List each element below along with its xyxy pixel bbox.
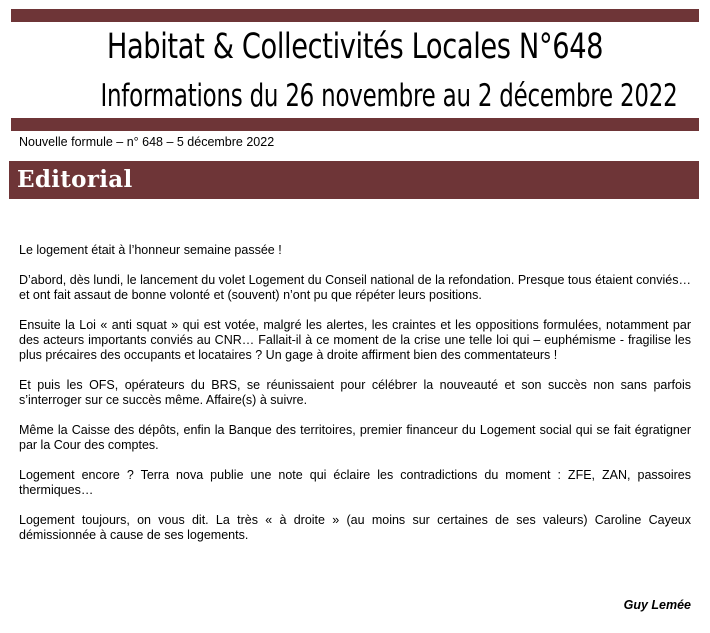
issue-line: Nouvelle formule – n° 648 – 5 décembre 2022 <box>19 135 275 149</box>
editorial-paragraph: Et puis les OFS, opérateurs du BRS, se réunissaient pour célébrer la nouveauté et son succès non sans parfois s’interroger sur ce succès même. Affaire(s) à suivre. <box>19 378 691 407</box>
masthead-title: Habitat & Collectivités Locales N°648 <box>106 27 604 67</box>
editorial-paragraph: Même la Caisse des dépôts, enfin la Banque des territoires, premier financeur du Logement social qui se fait égratigner par la Cour des comptes. <box>19 423 691 452</box>
masthead-bottom-rule <box>11 118 699 131</box>
editorial-body <box>19 243 691 558</box>
editorial-paragraph: Logement encore ? Terra nova publie une note qui éclaire les contradictions du moment : ZFE, ZAN, passoires thermiques… <box>19 468 691 497</box>
masthead-top-rule <box>11 9 699 22</box>
section-title: Editorial <box>17 166 133 193</box>
author-signature: Guy Lemée <box>623 598 691 612</box>
editorial-paragraph: Le logement était à l’honneur semaine passée ! <box>19 243 282 257</box>
editorial-paragraph: D’abord, dès lundi, le lancement du volet Logement du Conseil national de la refondation. Presque tous étaient conviés… et ont fait assaut de bonne volonté et (souvent) n’ont pu que répéter leurs positions. <box>19 273 691 302</box>
editorial-paragraph: Ensuite la Loi « anti squat » qui est votée, malgré les alertes, les craintes et les oppositions formulées, notamment par des acteurs importants conviés au CNR… Fallait-il à ce moment de la crise une telle loi qui – euphémisme - fragilise les plus précaires des occupants et locataires ? Un gage à droite affirment bien des commentateurs ! <box>19 318 691 362</box>
masthead-dates: Informations du 26 novembre au 2 décembre 2022 <box>100 78 678 114</box>
editorial-paragraph: Logement toujours, on vous dit. La très « à droite » (au moins sur certaines de ses valeurs) Caroline Cayeux démissionnée à cause de ses logements. <box>19 513 691 542</box>
section-header <box>9 161 699 199</box>
